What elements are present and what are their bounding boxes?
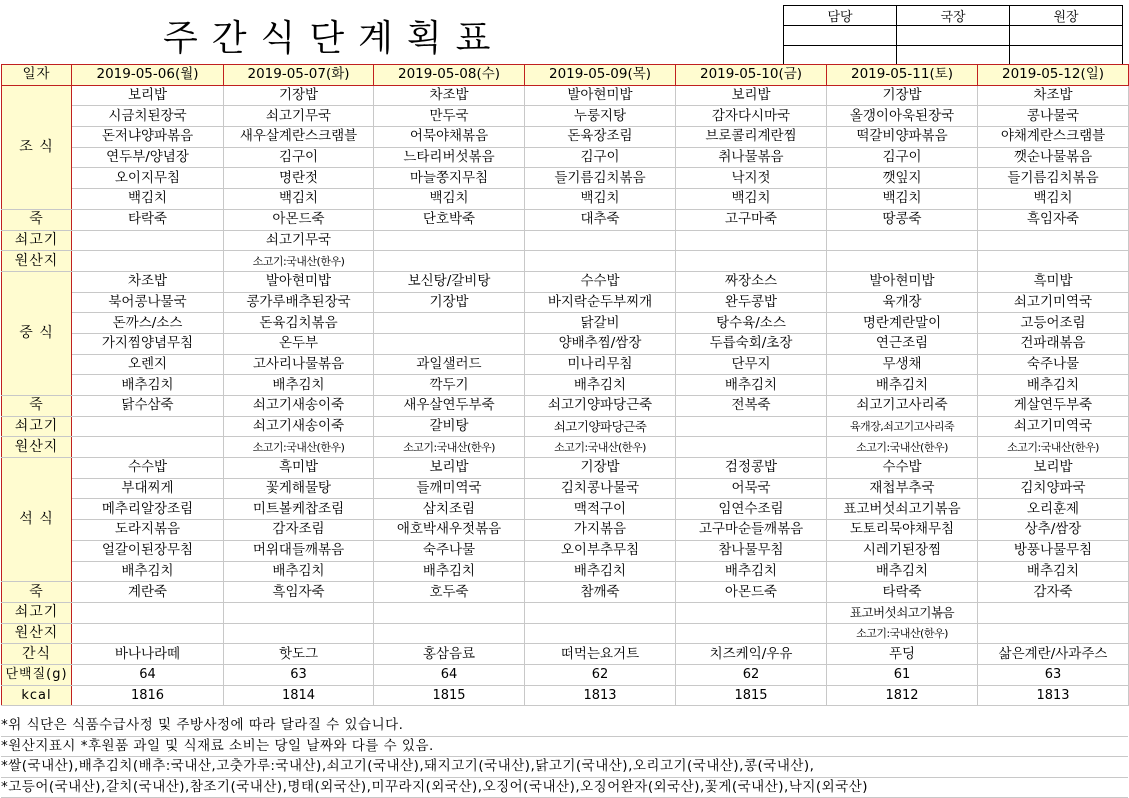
dinner-menu-item: 배추김치 <box>72 561 224 582</box>
kcal-value: 1816 <box>72 685 224 706</box>
breakfast-menu-item: 백김치 <box>978 189 1129 210</box>
dinner-menu-item: 숙주나물 <box>374 540 525 561</box>
origin-item <box>525 602 676 623</box>
lunch-menu-item: 발아현미밥 <box>827 271 978 292</box>
approval-sign-director[interactable] <box>897 26 1010 46</box>
origin-item: 쇠고기무국 <box>224 230 374 251</box>
lunch-menu-item: 배추김치 <box>72 375 224 396</box>
dinner-menu-item: 배추김치 <box>676 561 827 582</box>
dinner-menu-item: 재첩부추국 <box>827 478 978 499</box>
breakfast-menu-item: 돈저냐양파볶음 <box>72 127 224 148</box>
snack-item: 핫도그 <box>224 644 374 665</box>
kcal-value: 1812 <box>827 685 978 706</box>
breakfast-menu-item: 올갱이아욱된장국 <box>827 106 978 127</box>
dinner-menu-item: 부대찌게 <box>72 478 224 499</box>
dinner-menu-item: 감자조림 <box>224 520 374 541</box>
breakfast-menu-item: 들기름김치볶음 <box>525 168 676 189</box>
dinner-menu-item: 수수밥 <box>72 458 224 479</box>
dinner-menu-item: 김치양파국 <box>978 478 1129 499</box>
snack-item: 떠먹는요거트 <box>525 644 676 665</box>
origin-item: 소고기:국내산(한우) <box>978 437 1129 458</box>
breakfast-menu-item: 보리밥 <box>72 85 224 106</box>
dinner-menu-item: 오리훈제 <box>978 499 1129 520</box>
approval-sign-director-2[interactable] <box>897 46 1010 66</box>
origin-item: 갈비탕 <box>374 416 525 437</box>
date-header-cell: 2019-05-06(월) <box>72 65 224 86</box>
lunch-menu-item: 바지락순두부찌개 <box>525 292 676 313</box>
lunch-menu-item: 가지찜양념무침 <box>72 333 224 354</box>
origin-item <box>676 602 827 623</box>
lunch-menu-item: 온두부 <box>224 333 374 354</box>
dinner-menu-item: 어묵국 <box>676 478 827 499</box>
breakfast-menu-item: 야채계란스크램블 <box>978 127 1129 148</box>
porridge-item: 전복죽 <box>676 396 827 417</box>
dinner-label: 석 식 <box>2 458 72 582</box>
dinner-menu-item: 삼치조림 <box>374 499 525 520</box>
protein-value: 63 <box>978 664 1129 685</box>
note-line: *원산지표시 *후원품 과일 및 식재료 소비는 당일 날짜와 다를 수 있음. <box>1 737 1128 758</box>
origin-item <box>827 251 978 272</box>
lunch-menu-item: 양배추찜/쌈장 <box>525 333 676 354</box>
lunch-menu-item: 육개장 <box>827 292 978 313</box>
dinner-menu-item: 표고버섯쇠고기볶음 <box>827 499 978 520</box>
approval-sign-head-2[interactable] <box>1010 46 1123 66</box>
approval-box <box>783 5 1123 66</box>
date-header-cell: 2019-05-11(토) <box>827 65 978 86</box>
breakfast-menu-item: 감자다시마국 <box>676 106 827 127</box>
origin-item: 소고기:국내산(한우) <box>525 437 676 458</box>
dinner-menu-item: 메추리알장조림 <box>72 499 224 520</box>
origin-label: 쇠고기 <box>2 416 72 437</box>
dinner-menu-item: 보리밥 <box>374 458 525 479</box>
breakfast-menu-item: 시금치된장국 <box>72 106 224 127</box>
breakfast-menu-item: 들기름김치볶음 <box>978 168 1129 189</box>
breakfast-menu-item: 돈육장조림 <box>525 127 676 148</box>
lunch-menu-item: 연근조림 <box>827 333 978 354</box>
breakfast-menu-item: 백김치 <box>827 189 978 210</box>
lunch-menu-item <box>374 313 525 334</box>
protein-value: 62 <box>525 664 676 685</box>
lunch-menu-item: 배추김치 <box>525 375 676 396</box>
breakfast-menu-item: 백김치 <box>525 189 676 210</box>
origin-item <box>525 251 676 272</box>
lunch-menu-item <box>374 333 525 354</box>
dinner-menu-item: 고구마순들깨볶음 <box>676 520 827 541</box>
lunch-menu-item: 깍두기 <box>374 375 525 396</box>
lunch-menu-item: 배추김치 <box>224 375 374 396</box>
breakfast-menu-item: 김구이 <box>525 147 676 168</box>
lunch-menu-item: 발아현미밥 <box>224 271 374 292</box>
dinner-menu-item: 배추김치 <box>374 561 525 582</box>
lunch-menu-item: 닭갈비 <box>525 313 676 334</box>
lunch-menu-item: 배추김치 <box>827 375 978 396</box>
lunch-menu-item: 무생채 <box>827 354 978 375</box>
approval-sign-head[interactable] <box>1010 26 1123 46</box>
origin-item <box>676 437 827 458</box>
approval-sign-staff-2[interactable] <box>784 46 897 66</box>
porridge-item: 게살연두부죽 <box>978 396 1129 417</box>
lunch-menu-item: 미나리무침 <box>525 354 676 375</box>
lunch-menu-item: 수수밥 <box>525 271 676 292</box>
protein-label: 단백질(g) <box>2 664 72 685</box>
dinner-menu-item: 기장밥 <box>525 458 676 479</box>
origin-item <box>72 230 224 251</box>
origin-item <box>72 623 224 644</box>
kcal-value: 1815 <box>374 685 525 706</box>
approval-sign-staff[interactable] <box>784 26 897 46</box>
breakfast-menu-item: 기장밥 <box>224 85 374 106</box>
breakfast-menu-item: 쇠고기무국 <box>224 106 374 127</box>
origin-label: 쇠고기 <box>2 230 72 251</box>
snack-item: 푸딩 <box>827 644 978 665</box>
date-header-cell: 2019-05-08(수) <box>374 65 525 86</box>
lunch-menu-item: 쇠고기미역국 <box>978 292 1129 313</box>
lunch-label: 중 식 <box>2 271 72 395</box>
origin-item <box>978 602 1129 623</box>
dinner-menu-item: 오이부추무침 <box>525 540 676 561</box>
lunch-menu-item: 숙주나물 <box>978 354 1129 375</box>
breakfast-menu-item: 콩나물국 <box>978 106 1129 127</box>
lunch-menu-item: 과일샐러드 <box>374 354 525 375</box>
origin-item <box>374 251 525 272</box>
breakfast-menu-item: 누룽지탕 <box>525 106 676 127</box>
lunch-menu-item: 고사리나물볶음 <box>224 354 374 375</box>
breakfast-menu-item: 깻순나물볶음 <box>978 147 1129 168</box>
origin-item <box>978 230 1129 251</box>
breakfast-menu-item: 연두부/양념장 <box>72 147 224 168</box>
lunch-menu-item: 완두콩밥 <box>676 292 827 313</box>
origin-item <box>676 251 827 272</box>
porridge-item: 아몬드죽 <box>224 209 374 230</box>
lunch-menu-item: 배추김치 <box>676 375 827 396</box>
dinner-menu-item: 임연수조림 <box>676 499 827 520</box>
breakfast-menu-item: 낙지젓 <box>676 168 827 189</box>
breakfast-menu-item: 백김치 <box>676 189 827 210</box>
porridge-item: 흑임자죽 <box>978 209 1129 230</box>
origin-item <box>374 230 525 251</box>
breakfast-menu-item: 브로콜리계란찜 <box>676 127 827 148</box>
porridge-item: 타락죽 <box>72 209 224 230</box>
origin-item: 쇠고기미역국 <box>978 416 1129 437</box>
kcal-value: 1814 <box>224 685 374 706</box>
origin-label: 원산지 <box>2 437 72 458</box>
origin-label: 원산지 <box>2 251 72 272</box>
porridge-item: 감자죽 <box>978 582 1129 603</box>
breakfast-menu-item: 오이지무침 <box>72 168 224 189</box>
porridge-item: 쇠고기새송이죽 <box>224 396 374 417</box>
porridge-label: 죽 <box>2 209 72 230</box>
date-header-label: 일자 <box>2 65 72 86</box>
breakfast-menu-item: 명란젓 <box>224 168 374 189</box>
page-title: 주간식단계획표 <box>163 10 504 61</box>
porridge-item: 쇠고기고사리죽 <box>827 396 978 417</box>
snack-item: 바나나라떼 <box>72 644 224 665</box>
breakfast-menu-item: 백김치 <box>72 189 224 210</box>
origin-item <box>72 602 224 623</box>
note-line: *쌀(국내산),배추김치(배추:국내산,고춧가루:국내산),쇠고기(국내산),돼지고기(국내산),닭고기(국내산),오리고기(국내산),콩(국내산), <box>1 757 1128 778</box>
origin-item: 쇠고기양파당근죽 <box>525 416 676 437</box>
kcal-value: 1813 <box>978 685 1129 706</box>
origin-item <box>525 623 676 644</box>
breakfast-menu-item: 김구이 <box>224 147 374 168</box>
origin-item: 소고기:국내산(한우) <box>827 437 978 458</box>
origin-item: 쇠고기새송이죽 <box>224 416 374 437</box>
breakfast-label: 조 식 <box>2 85 72 209</box>
breakfast-menu-item: 김구이 <box>827 147 978 168</box>
dinner-menu-item: 들깨미역국 <box>374 478 525 499</box>
dinner-menu-item: 보리밥 <box>978 458 1129 479</box>
protein-value: 64 <box>72 664 224 685</box>
porridge-item: 새우살연두부죽 <box>374 396 525 417</box>
origin-item: 소고기:국내산(한우) <box>827 623 978 644</box>
origin-item <box>676 416 827 437</box>
approval-label-head: 원장 <box>1010 6 1123 26</box>
snack-item: 삶은계란/사과주스 <box>978 644 1129 665</box>
porridge-item: 닭수삼죽 <box>72 396 224 417</box>
origin-item <box>374 602 525 623</box>
kcal-label: kcal <box>2 685 72 706</box>
lunch-menu-item: 흑미밥 <box>978 271 1129 292</box>
dinner-menu-item: 머위대들깨볶음 <box>224 540 374 561</box>
dinner-menu-item: 김치콩나물국 <box>525 478 676 499</box>
date-header-cell: 2019-05-09(목) <box>525 65 676 86</box>
dinner-menu-item: 배추김치 <box>224 561 374 582</box>
approval-label-staff: 담당 <box>784 6 897 26</box>
protein-value: 62 <box>676 664 827 685</box>
dinner-menu-item: 시레기된장찜 <box>827 540 978 561</box>
lunch-menu-item: 두릅숙회/초장 <box>676 333 827 354</box>
breakfast-menu-item: 취나물볶음 <box>676 147 827 168</box>
notes-section <box>1 716 1128 798</box>
breakfast-menu-item: 새우살계란스크램블 <box>224 127 374 148</box>
lunch-menu-item: 돈까스/소스 <box>72 313 224 334</box>
note-line: *위 식단은 식품수급사정 및 주방사정에 따라 달라질 수 있습니다. <box>1 716 1128 737</box>
origin-label: 쇠고기 <box>2 602 72 623</box>
breakfast-menu-item: 깻잎지 <box>827 168 978 189</box>
approval-label-director: 국장 <box>897 6 1010 26</box>
lunch-menu-item: 건파래볶음 <box>978 333 1129 354</box>
date-header-cell: 2019-05-10(금) <box>676 65 827 86</box>
dinner-menu-item: 수수밥 <box>827 458 978 479</box>
dinner-menu-item: 흑미밥 <box>224 458 374 479</box>
dinner-menu-item: 얼갈이된장무침 <box>72 540 224 561</box>
lunch-menu-item: 오렌지 <box>72 354 224 375</box>
kcal-value: 1815 <box>676 685 827 706</box>
origin-item: 소고기:국내산(한우) <box>374 437 525 458</box>
breakfast-menu-item: 마늘쫑지무침 <box>374 168 525 189</box>
dinner-menu-item: 맥적구이 <box>525 499 676 520</box>
lunch-menu-item: 탕수육/소스 <box>676 313 827 334</box>
lunch-menu-item: 차조밥 <box>72 271 224 292</box>
breakfast-menu-item: 어묵야채볶음 <box>374 127 525 148</box>
origin-item <box>72 416 224 437</box>
lunch-menu-item: 단무지 <box>676 354 827 375</box>
origin-item <box>374 623 525 644</box>
dinner-menu-item: 방풍나물무침 <box>978 540 1129 561</box>
breakfast-menu-item: 보리밥 <box>676 85 827 106</box>
snack-label: 간식 <box>2 644 72 665</box>
porridge-item: 대추죽 <box>525 209 676 230</box>
porridge-item: 흑임자죽 <box>224 582 374 603</box>
lunch-menu-item: 보신탕/갈비탕 <box>374 271 525 292</box>
porridge-item: 참깨죽 <box>525 582 676 603</box>
breakfast-menu-item: 차조밥 <box>978 85 1129 106</box>
note-line: *고등어(국내산),갈치(국내산),참조기(국내산),명태(외국산),미꾸라지(외국산),오징어(국내산),오징어완자(외국산),꽃게(국내산),낙지(외국산) <box>1 778 1128 798</box>
porridge-item: 아몬드죽 <box>676 582 827 603</box>
breakfast-menu-item: 기장밥 <box>827 85 978 106</box>
origin-item <box>224 602 374 623</box>
protein-value: 64 <box>374 664 525 685</box>
dinner-menu-item: 배추김치 <box>525 561 676 582</box>
breakfast-menu-item: 백김치 <box>224 189 374 210</box>
origin-item <box>224 623 374 644</box>
snack-item: 홍삼음료 <box>374 644 525 665</box>
lunch-menu-item: 돈육김치볶음 <box>224 313 374 334</box>
origin-item <box>676 623 827 644</box>
porridge-label: 죽 <box>2 396 72 417</box>
dinner-menu-item: 검정콩밥 <box>676 458 827 479</box>
date-header-cell: 2019-05-12(일) <box>978 65 1129 86</box>
weekly-menu-table <box>1 64 1129 706</box>
dinner-menu-item: 배추김치 <box>827 561 978 582</box>
origin-label: 원산지 <box>2 623 72 644</box>
porridge-item: 호두죽 <box>374 582 525 603</box>
lunch-menu-item: 짜장소스 <box>676 271 827 292</box>
breakfast-menu-item: 발아현미밥 <box>525 85 676 106</box>
porridge-label: 죽 <box>2 582 72 603</box>
origin-item: 육개장,쇠고기고사리죽 <box>827 416 978 437</box>
breakfast-menu-item: 느타리버섯볶음 <box>374 147 525 168</box>
breakfast-menu-item: 백김치 <box>374 189 525 210</box>
dinner-menu-item: 꽃게해물탕 <box>224 478 374 499</box>
origin-item <box>72 251 224 272</box>
dinner-menu-item: 상추/쌈장 <box>978 520 1129 541</box>
protein-value: 63 <box>224 664 374 685</box>
lunch-menu-item: 고등어조림 <box>978 313 1129 334</box>
porridge-item: 땅콩죽 <box>827 209 978 230</box>
origin-item <box>978 623 1129 644</box>
origin-item: 소고기:국내산(한우) <box>224 437 374 458</box>
breakfast-menu-item: 만두국 <box>374 106 525 127</box>
lunch-menu-item: 기장밥 <box>374 292 525 313</box>
origin-item: 표고버섯쇠고기볶음 <box>827 602 978 623</box>
lunch-menu-item: 북어콩나물국 <box>72 292 224 313</box>
origin-item <box>72 437 224 458</box>
date-header-cell: 2019-05-07(화) <box>224 65 374 86</box>
dinner-menu-item: 배추김치 <box>978 561 1129 582</box>
porridge-item: 고구마죽 <box>676 209 827 230</box>
dinner-menu-item: 미트볼케찹조림 <box>224 499 374 520</box>
kcal-value: 1813 <box>525 685 676 706</box>
lunch-menu-item: 명란계란말이 <box>827 313 978 334</box>
lunch-menu-item: 배추김치 <box>978 375 1129 396</box>
origin-item <box>978 251 1129 272</box>
origin-item <box>525 230 676 251</box>
protein-value: 61 <box>827 664 978 685</box>
origin-item <box>827 230 978 251</box>
dinner-menu-item: 참나물무침 <box>676 540 827 561</box>
dinner-menu-item: 도라지볶음 <box>72 520 224 541</box>
snack-item: 치즈케익/우유 <box>676 644 827 665</box>
dinner-menu-item: 도토리묵야채무침 <box>827 520 978 541</box>
porridge-item: 계란죽 <box>72 582 224 603</box>
dinner-menu-item: 가지볶음 <box>525 520 676 541</box>
origin-item: 소고기:국내산(한우) <box>224 251 374 272</box>
date-header-row <box>2 65 1129 86</box>
origin-item <box>676 230 827 251</box>
porridge-item: 단호박죽 <box>374 209 525 230</box>
dinner-menu-item: 애호박새우젓볶음 <box>374 520 525 541</box>
porridge-item: 쇠고기양파당근죽 <box>525 396 676 417</box>
breakfast-menu-item: 차조밥 <box>374 85 525 106</box>
breakfast-menu-item: 떡갈비양파볶음 <box>827 127 978 148</box>
lunch-menu-item: 콩가루배추된장국 <box>224 292 374 313</box>
porridge-item: 타락죽 <box>827 582 978 603</box>
